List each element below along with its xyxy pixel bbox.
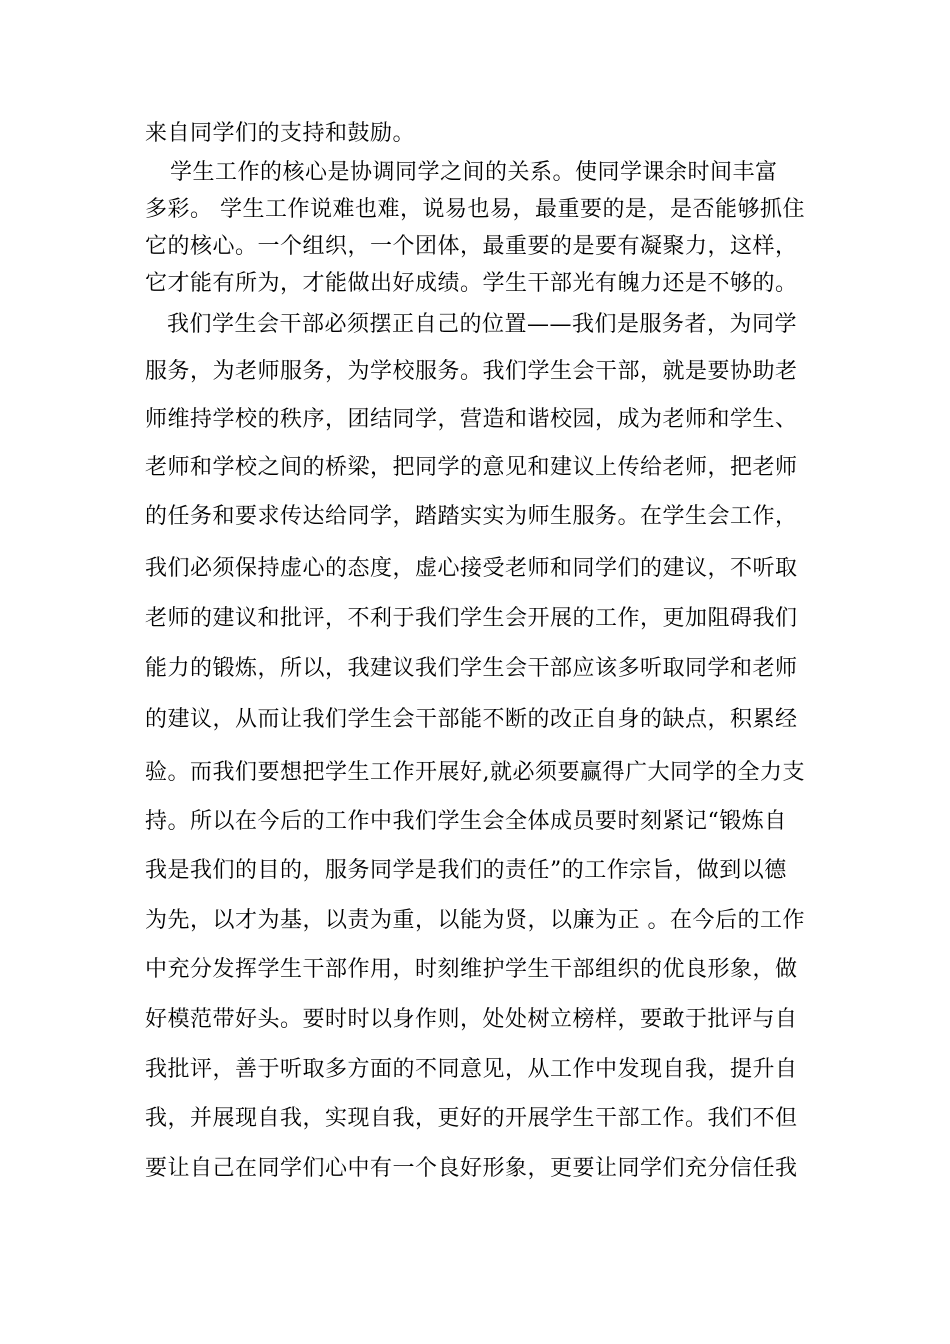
text-line: 我们学生会干部必须摆正自己的位置——我们是服务者，为同学 [167,312,798,337]
text-line: 它才能有所为，才能做出好成绩。学生干部光有魄力还是不够的。 [145,271,798,296]
text-line: 验。而我们要想把学生工作开展好,就必须要赢得广大同学的全力支 [145,760,805,785]
text-line: 我是我们的目的，服务同学是我们的责任”的工作宗旨，做到以德 [145,858,787,883]
text-line: 的建议，从而让我们学生会干部能不断的改正自身的缺点，积累经 [145,707,798,732]
text-line: 师维持学校的秩序，团结同学，营造和谐校园，成为老师和学生、 [145,407,798,432]
text-line: 多彩。 学生工作说难也难，说易也易，最重要的是，是否能够抓住 [145,197,805,222]
text-line: 老师和学校之间的桥梁，把同学的意见和建议上传给老师，把老师 [145,455,798,480]
text-line: 服务，为老师服务，为学校服务。我们学生会干部，就是要协助老 [145,359,798,384]
text-line: 它的核心。一个组织，一个团体，最重要的是要有凝聚力，这样， [145,234,798,259]
text-line: 学生工作的核心是协调同学之间的关系。使同学课余时间丰富 [170,160,778,185]
text-line: 我们必须保持虚心的态度，虚心接受老师和同学们的建议，不听取 [145,556,798,581]
text-line: 来自同学们的支持和鼓励。 [145,121,416,146]
text-line: 中充分发挥学生干部作用，时刻维护学生干部组织的优良形象，做 [145,957,798,982]
text-line: 能力的锻炼，所以，我建议我们学生会干部应该多听取同学和老师 [145,656,798,681]
text-line: 好模范带好头。要时时以身作则，处处树立榜样，要敢于批评与自 [145,1007,798,1032]
text-line: 为先，以才为基，以责为重，以能为贤，以廉为正 。在今后的工作 [145,908,805,933]
text-line: 老师的建议和批评，不利于我们学生会开展的工作，更加阻碍我们 [145,606,798,631]
text-line: 我，并展现自我，实现自我，更好的开展学生干部工作。我们不但 [145,1106,798,1131]
text-line: 要让自己在同学们心中有一个良好形象，更要让同学们充分信任我 [145,1156,798,1181]
text-line: 持。所以在今后的工作中我们学生会全体成员要时刻紧记“锻炼自 [145,809,787,834]
text-line: 的任务和要求传达给同学，踏踏实实为师生服务。在学生会工作， [145,504,798,529]
text-line: 我批评，善于听取多方面的不同意见，从工作中发现自我，提升自 [145,1057,798,1082]
